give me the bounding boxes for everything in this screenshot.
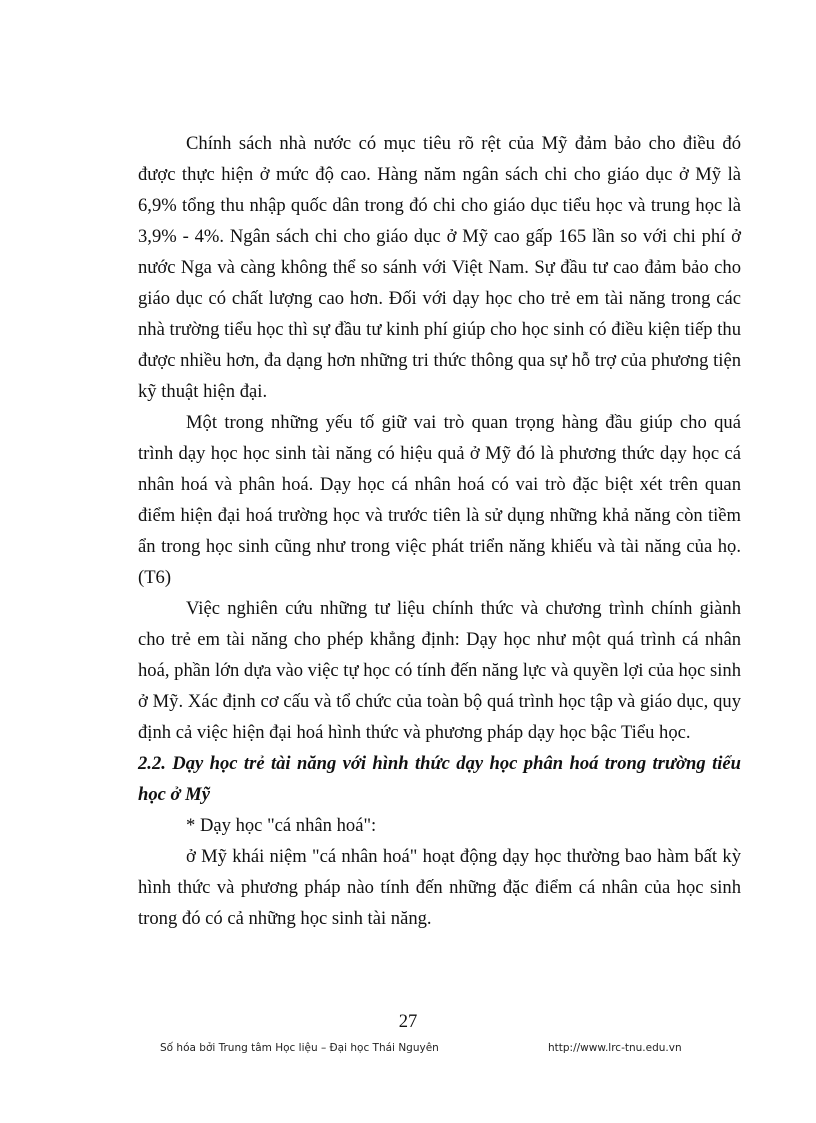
- section-heading: 2.2. Dạy học trẻ tài năng với hình thức dạy học phân hoá trong trường tiểu học ở Mỹ: [138, 753, 741, 805]
- paragraph-1: Chính sách nhà nước có mục tiêu rõ rệt của Mỹ đảm bảo cho điều đó được thực hiện ở mức độ cao. Hàng năm ngân sách chi cho giáo dục ở Mỹ là 6,9% tổng thu nhập quốc dân trong đó chi cho giáo dục tiểu học và trung học là 3,9% - 4%. Ngân sách chi cho giáo dục ở Mỹ cao gấp 165 lần so với chi phí ở nước Nga và càng không thể so sánh với Việt Nam. Sự đầu tư cao đảm bảo cho giáo dục có chất lượng cao hơn. Đối với dạy học cho trẻ em tài năng trong các nhà trường tiểu học thì sự đầu tư kinh phí giúp cho học sinh có điều kiện tiếp thu được nhiều hơn, đa dạng hơn những tri thức thông qua sự hỗ trợ của phương tiện kỹ thuật hiện đại.: [138, 133, 741, 402]
- footer-url: http://www.lrc-tnu.edu.vn: [548, 1042, 682, 1054]
- paragraph-4: ở Mỹ khái niệm "cá nhân hoá" hoạt động dạy học thường bao hàm bất kỳ hình thức và phương pháp nào tính đến những đặc điểm cá nhân của học sinh trong đó có cả những học sinh tài năng.: [138, 846, 741, 929]
- footer-source: Số hóa bởi Trung tâm Học liệu – Đại học Thái Nguyên: [160, 1042, 439, 1054]
- page-body: [138, 128, 741, 934]
- paragraph-3: Việc nghiên cứu những tư liệu chính thức và chương trình chính giành cho trẻ em tài năng cho phép khẳng định: Dạy học như một quá trình cá nhân hoá, phần lớn dựa vào việc tự học có tính đến năng lực và quyền lợi của học sinh ở Mỹ. Xác định cơ cấu và tổ chức của toàn bộ quá trình học tập và giáo dục, quy định cả việc hiện đại hoá hình thức và phương pháp dạy học bậc Tiểu học.: [138, 598, 741, 743]
- page-number: 27: [398, 1011, 418, 1032]
- paragraph-2: Một trong những yếu tố giữ vai trò quan trọng hàng đầu giúp cho quá trình dạy học học sinh tài năng có hiệu quả ở Mỹ đó là phương thức dạy học cá nhân hoá và phân hoá. Dạy học cá nhân hoá có vai trò đặc biệt xét trên quan điểm hiện đại hoá trường học và trước tiên là sử dụng những khả năng còn tiềm ẩn trong học sinh cũng như trong việc phát triển năng khiếu và tài năng của họ.(T6): [138, 412, 741, 588]
- bullet-item: * Dạy học "cá nhân hoá":: [186, 815, 377, 836]
- footer: [0, 1042, 816, 1062]
